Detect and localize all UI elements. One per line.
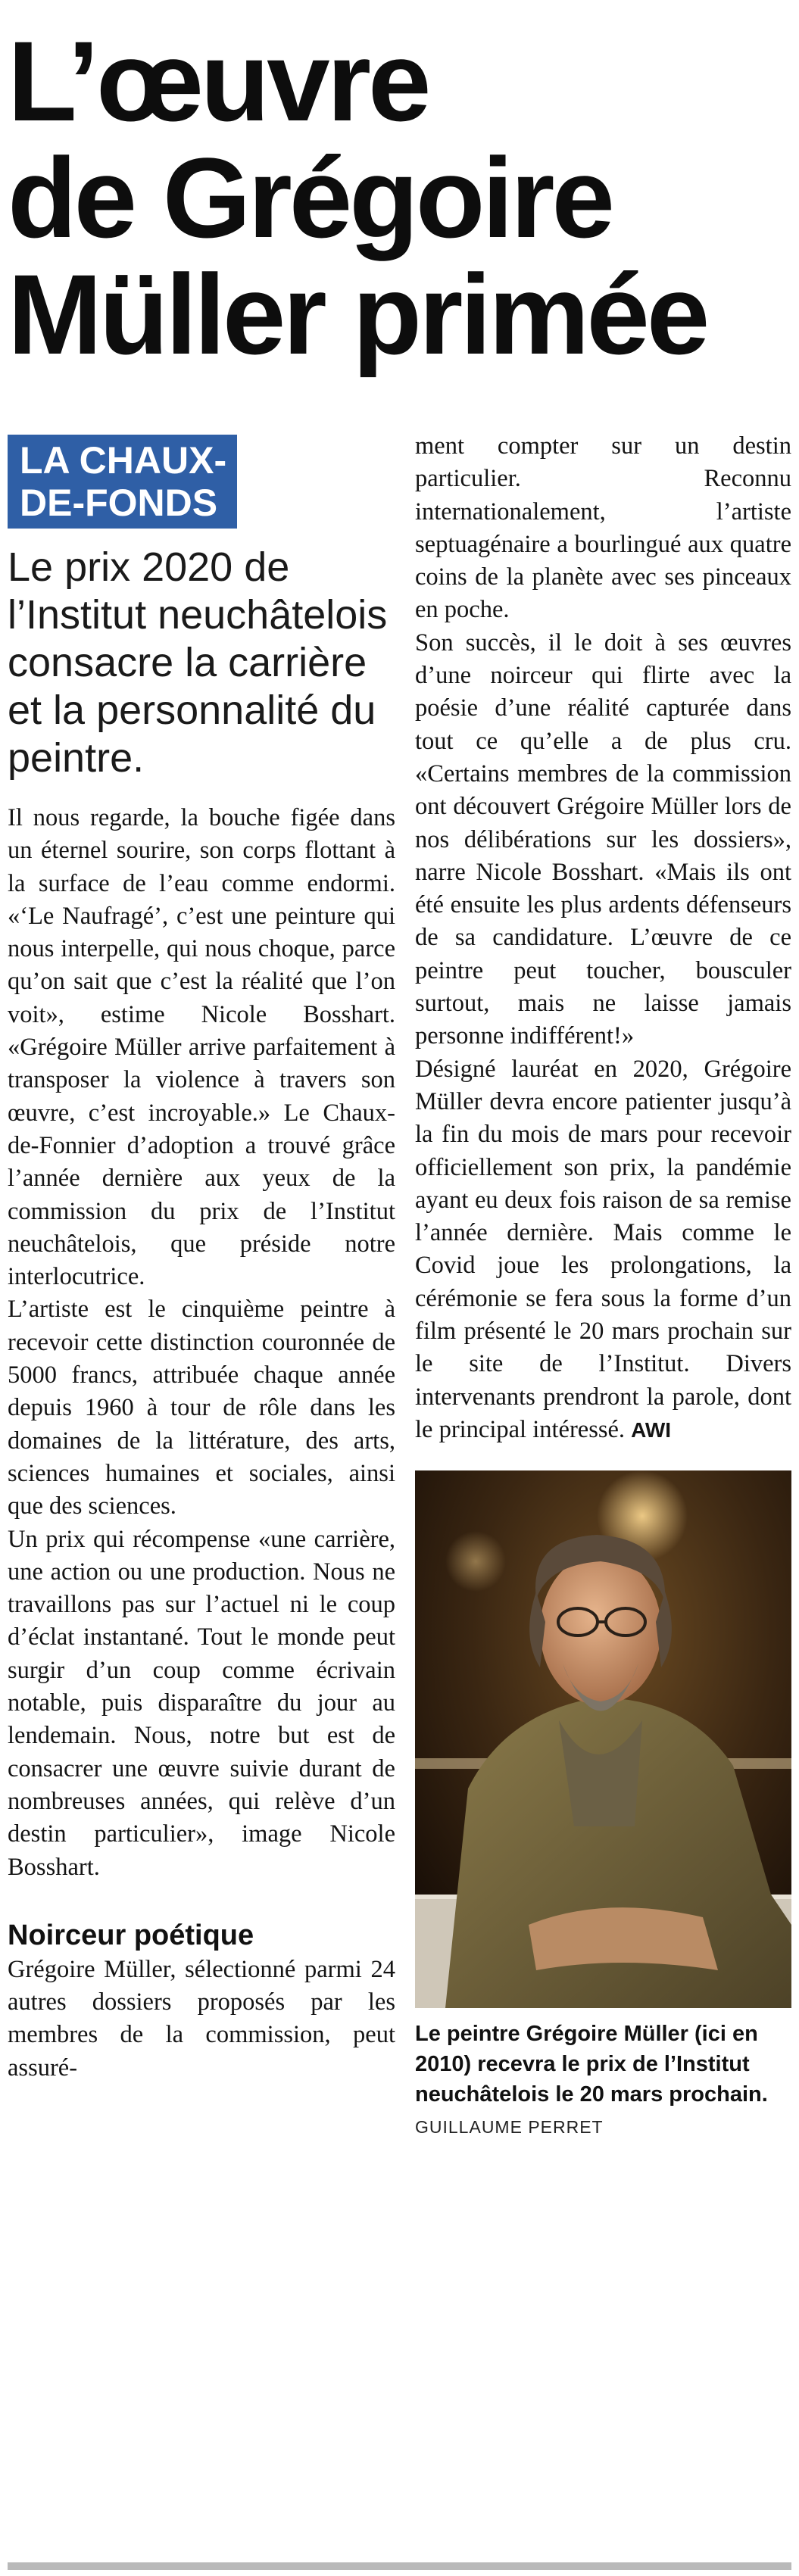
- right-column: [415, 430, 791, 2138]
- right-body: [415, 430, 791, 1446]
- body-paragraph: Grégoire Müller, sélectionné parmi 24 autres dossiers proposés par les membres de la commission, peut assuré-: [8, 1955, 395, 2082]
- location-kicker: [8, 435, 237, 529]
- lead-paragraph: Le prix 2020 de l’Institut neuchâtelois consacre la carrière et la personnalité du peintre.: [8, 544, 388, 781]
- headline-line-3: Müller primée: [8, 251, 707, 378]
- body-paragraph: Son succès, il le doit à ses œuvres d’une noirceur qui flirte avec la poésie d’une réalité capturée dans tout ce qu’elle a de plus cru. «Certains membres de la commission ont découvert Grégoire Müller lors de nos délibérations sur les dossiers», narre Nicole Bosshart. «Mais ils ont été ensuite les plus ardents défenseurs de sa candidature. L’œuvre de ce peintre peut toucher, bousculer surtout, mais ne laisse jamais personne indifférent!»: [415, 628, 791, 1050]
- body-paragraph: ment compter sur un destin particulier. Reconnu internationalement, l’artiste septuagénaire a bourlingué aux quatre coins de la planète avec ses pinceaux en poche.: [415, 432, 791, 624]
- photo-caption: Le peintre Grégoire Müller (ici en 2010) recevra le prix de l’Institut neuchâtelois le 20 mars prochain.: [415, 2022, 768, 2107]
- headline: [8, 17, 791, 378]
- body-paragraph: L’artiste est le cinquième peintre à recevoir cette distinction couronnée de 5000 francs, attribuée chaque année depuis 1960 à tour de rôle dans les domaines de la littérature, des arts, sciences humaines et sociales, ainsi que des sciences.: [8, 1296, 395, 1520]
- portrait-photo: [415, 1470, 791, 2008]
- kicker-line-1: LA CHAUX-: [20, 439, 227, 482]
- left-column: [8, 430, 395, 2085]
- section-subhead: Noirceur poétique: [8, 1919, 254, 1951]
- final-paragraph-text: Désigné lauréat en 2020, Grégoire Müller devra encore patienter jusqu’à la fin du mois de mars pour recevoir officiellement son prix, la pandémie ayant eu deux fois raison de sa remise l’année dernière. Mais comme le Covid joue les prolongations, la cérémonie se fera sous la forme d’un film présenté le 20 mars prochain sur le site de l’Institut. Divers intervenants prendront la parole, dont le principal intéressé.: [415, 1055, 791, 1443]
- headline-line-1: L’œuvre: [8, 17, 429, 145]
- author-signature: AWI: [631, 1417, 672, 1442]
- left-body: [8, 802, 395, 1884]
- left-body-continued: [8, 1954, 395, 2085]
- body-paragraph: Un prix qui récompense «une carrière, une action ou une production. Nous ne travaillons pas sur l’actuel ni le coup d’éclat instantané. Tout le monde peut surgir d’un coup comme écrivain notable, puis disparaître du jour au lendemain. Nous, notre but est de consacrer une œuvre suivie durant de nombreuses années, qui relève d’un destin particulier», image Nicole Bosshart.: [8, 1525, 395, 1881]
- photo-credit: GUILLAUME PERRET: [415, 2117, 604, 2138]
- kicker-line-2: DE-FONDS: [20, 482, 218, 524]
- bottom-rule: [8, 2562, 791, 2570]
- body-paragraph-final: [415, 1053, 791, 1447]
- headline-line-2: de Grégoire: [8, 134, 612, 261]
- body-paragraph: Il nous regarde, la bouche figée dans un éternel sourire, son corps flottant à la surface de l’eau comme endormi. «‘Le Naufragé’, c’est une peinture qui nous interpelle, qui nous choque, parce qu’on sait que c’est la réalité que l’on voit», estime Nicole Bosshart. «Grégoire Müller arrive parfaitement à transposer la violence à travers son œuvre, c’est incroyable.» Le Chaux-de-Fonnier d’adoption a trouvé grâce l’année dernière aux yeux de la commission du prix de l’Institut neuchâtelois, que préside notre interlocutrice.: [8, 804, 395, 1291]
